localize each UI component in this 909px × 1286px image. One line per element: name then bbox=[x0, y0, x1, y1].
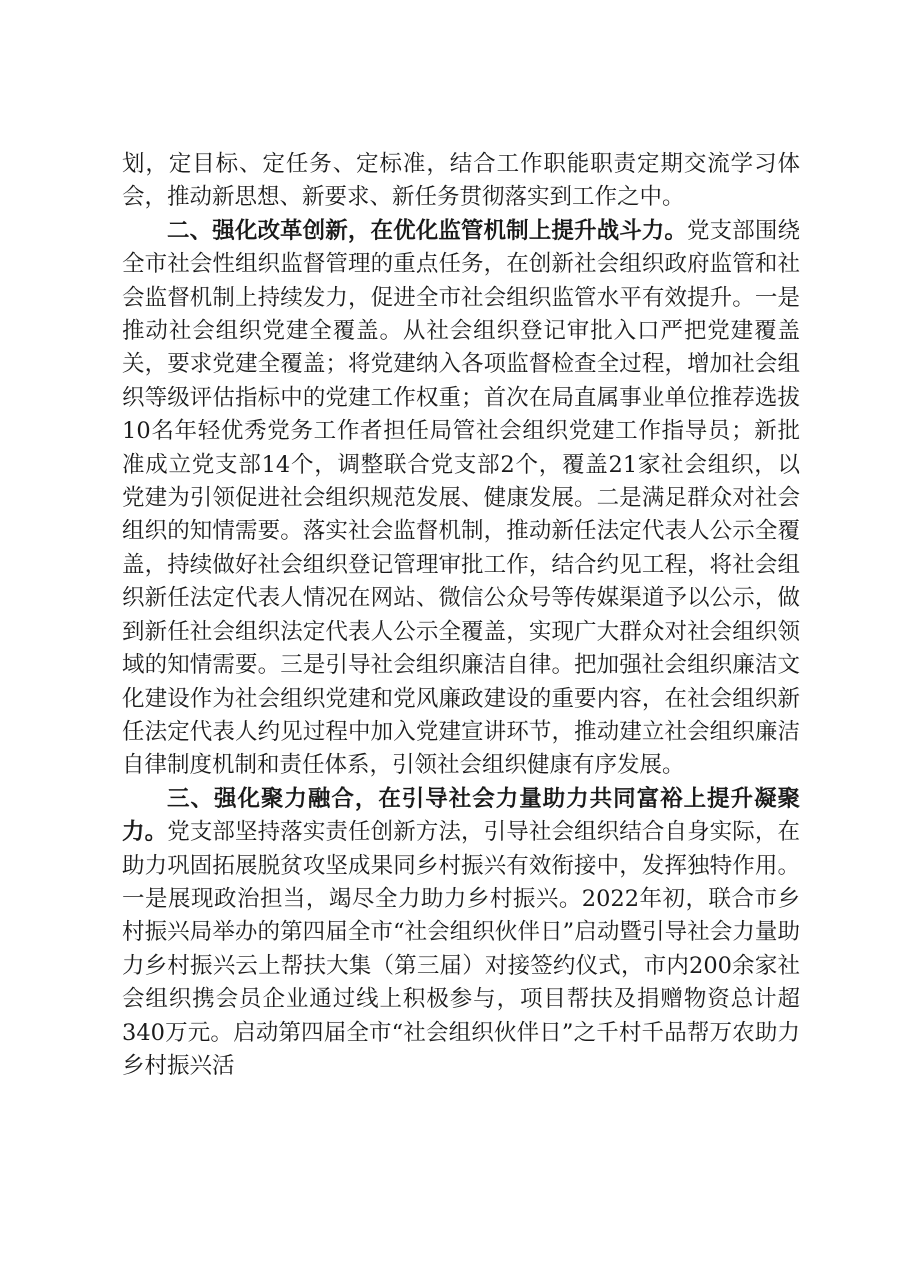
section-heading: 三、强化聚力融合，在引导社会力量助力共同富裕上提升凝聚力。 bbox=[122, 785, 800, 846]
section-heading: 二、强化改革创新，在优化监管机制上提升战斗力。 bbox=[167, 217, 688, 244]
paragraph-continuation bbox=[122, 148, 800, 215]
paragraph-body: 划，定目标、定任务、定标准，结合工作职能职责定期交流学习体会，推动新思想、新要求、新任务贯彻落实到工作之中。 bbox=[122, 151, 800, 211]
document-page bbox=[122, 148, 800, 1083]
paragraph-section-two bbox=[122, 215, 800, 783]
paragraph-body: 党支部围绕全市社会性组织监督管理的重点任务，在创新社会组织政府监管和社会监督机制上持续发力，促进全市社会组织监管水平有效提升。一是推动社会组织党建全覆盖。从社会组织登记审批入口严把党建覆盖关，要求党建全覆盖；将党建纳入各项监督检查全过程，增加社会组织等级评估指标中的党建工作权重；首次在局直属事业单位推荐选拔10名年轻优秀党务工作者担任局管社会组织党建工作指导员；新批准成立党支部14个，调整联合党支部2个，覆盖21家社会组织，以党建为引领促进社会组织规范发展、健康发展。二是满足群众对社会组织的知情需要。落实社会监督机制，推动新任法定代表人公示全覆盖，持续做好社会组织登记管理审批工作，结合约见工程，将社会组织新任法定代表人情况在网站、微信公众号等传媒渠道予以公示，做到新任社会组织法定代表人公示全覆盖，实现广大群众对社会组织领域的知情需要。三是引导社会组织廉洁自律。把加强社会组织廉洁文化建设作为社会组织党建和党风廉政建设的重要内容，在社会组织新任法定代表人约见过程中加入党建宣讲环节，推动建立社会组织廉洁自律制度机制和责任体系，引领社会组织健康有序发展。 bbox=[122, 217, 800, 779]
paragraph-body: 党支部坚持落实责任创新方法，引导社会组织结合自身实际，在助力巩固拓展脱贫攻坚成果同乡村振兴有效衔接中，发挥独特作用。一是展现政治担当，竭尽全力助力乡村振兴。2022年初，联合市乡村振兴局举办的第四届全市“社会组织伙伴日”启动暨引导社会力量助力乡村振兴云上帮扶大集（第三届）对接签约仪式，市内200余家社会组织携会员企业通过线上积极参与，项目帮扶及捐赠物资总计超340万元。启动第四届全市“社会组织伙伴日”之千村千品帮万农助力乡村振兴活 bbox=[122, 819, 800, 1079]
paragraph-section-three bbox=[122, 783, 800, 1084]
